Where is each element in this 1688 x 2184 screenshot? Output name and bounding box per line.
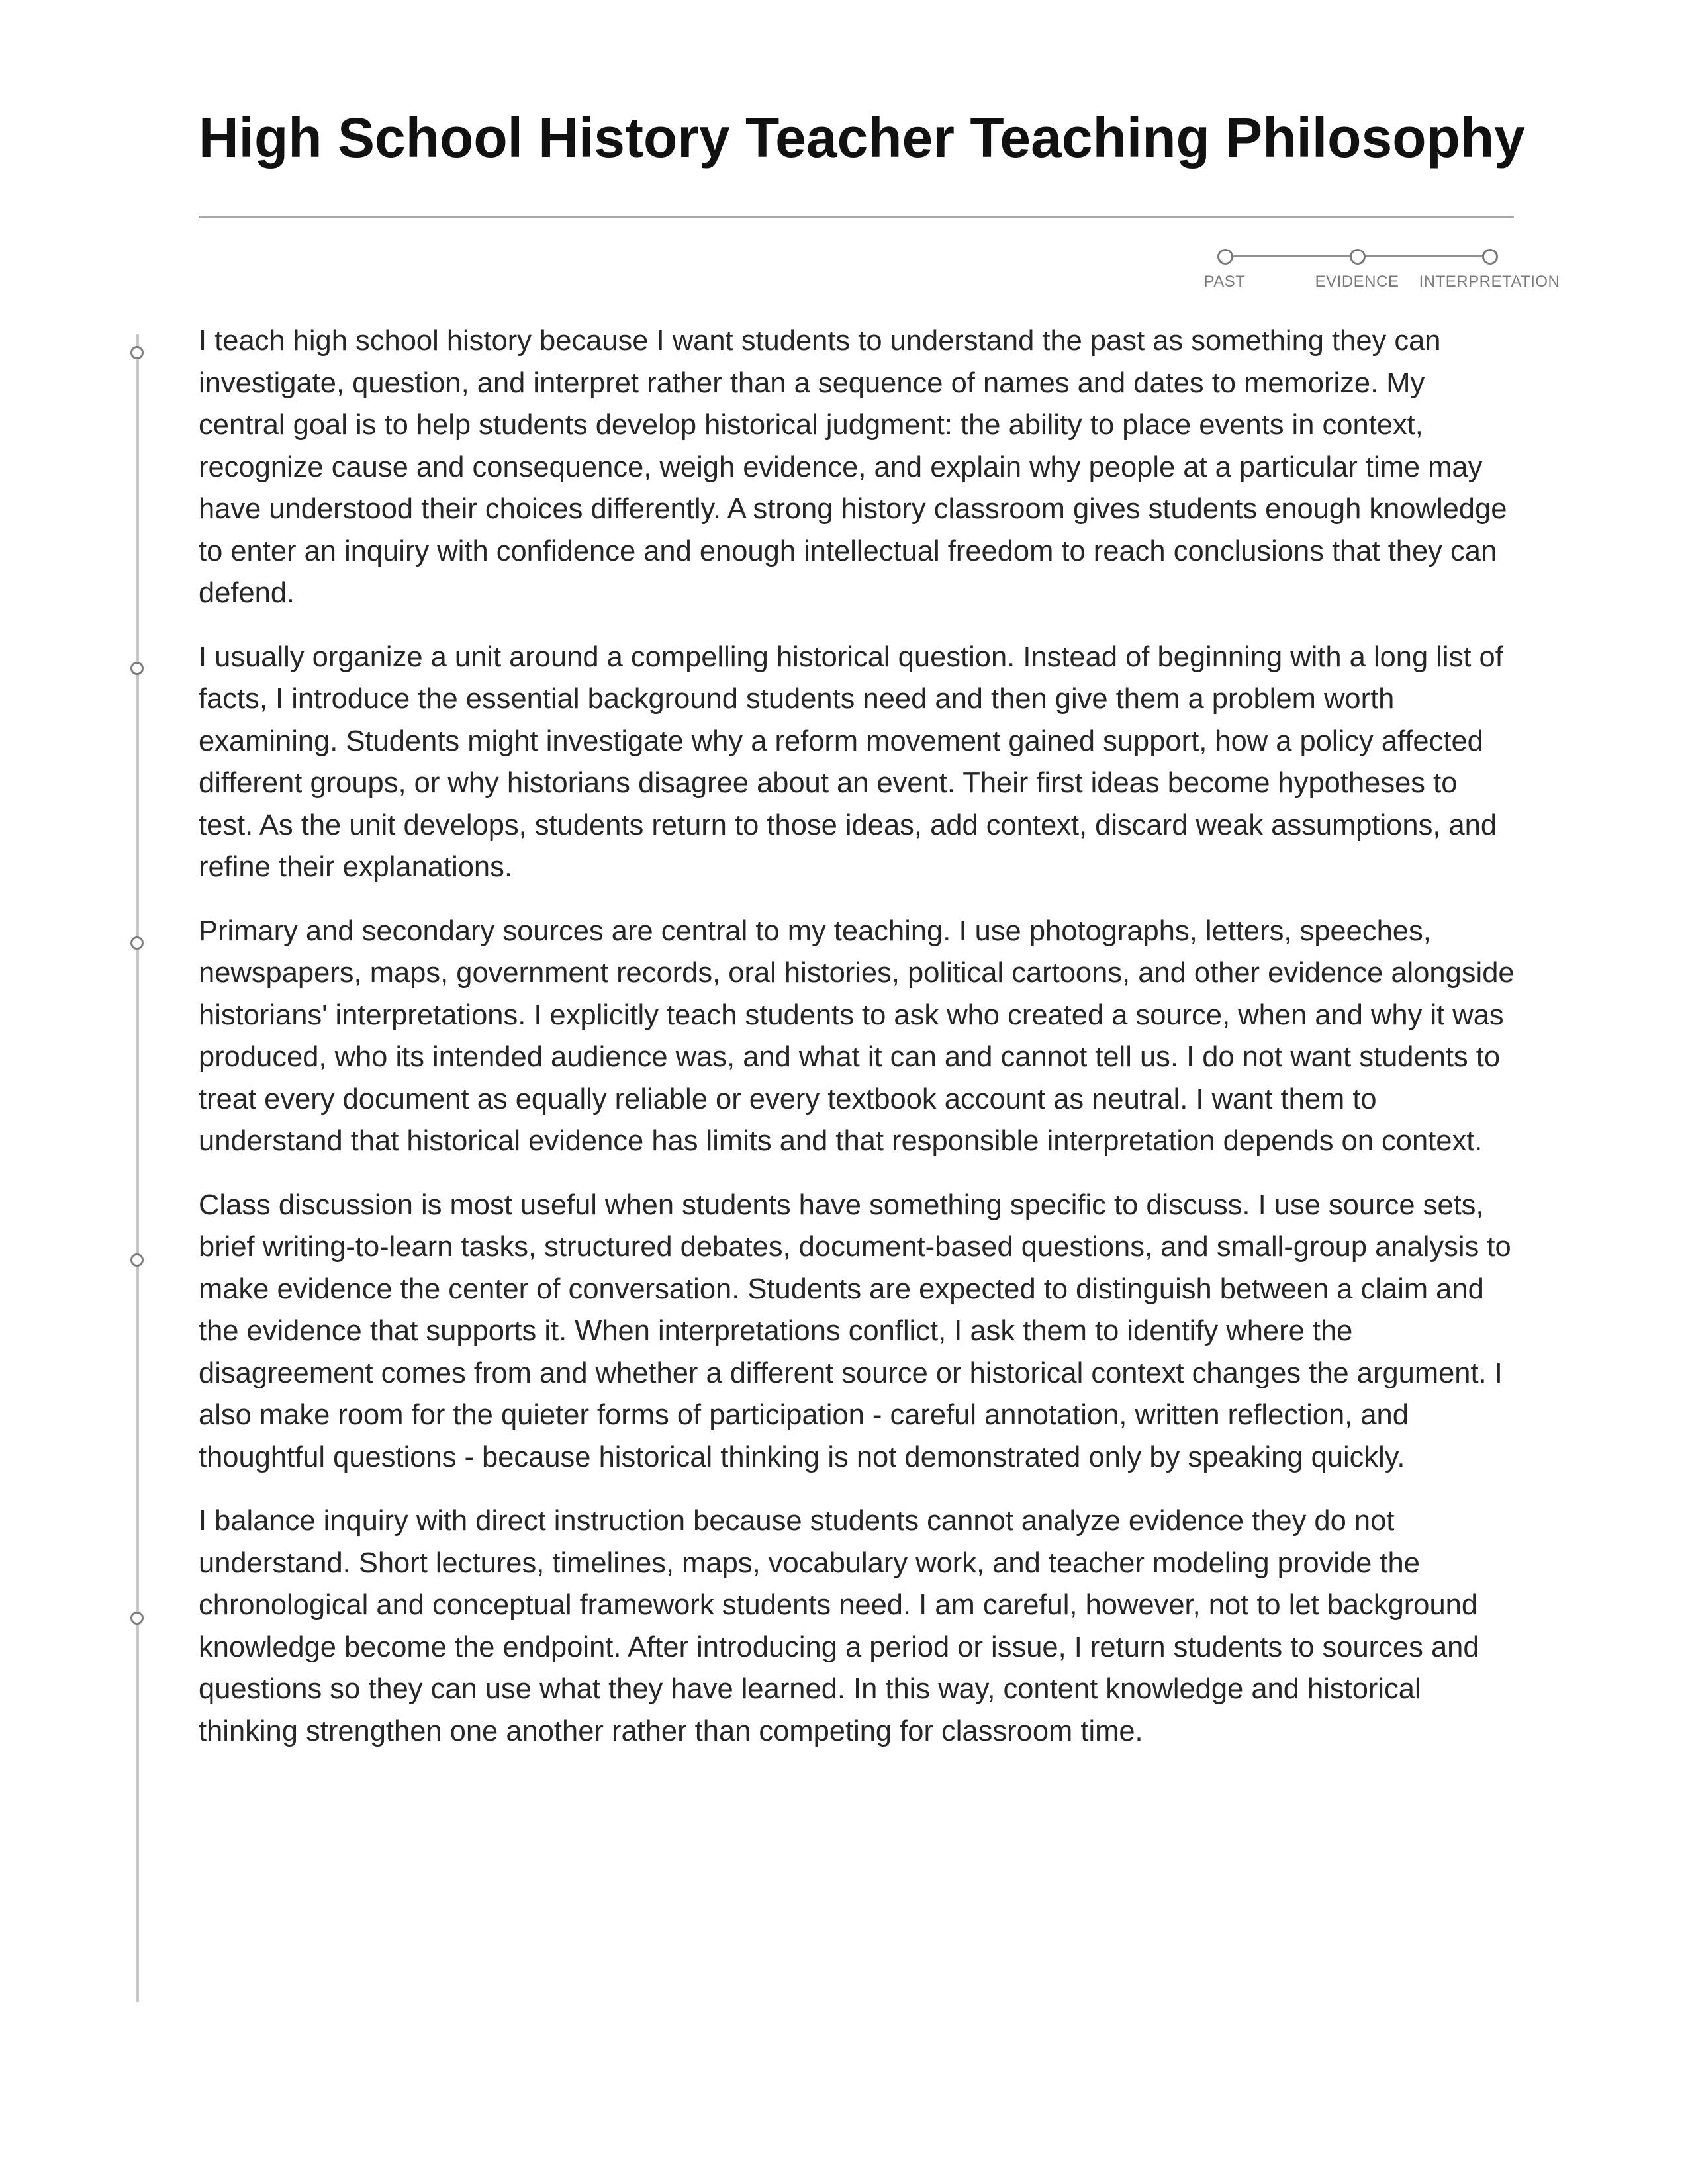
paragraph-5: I balance inquiry with direct instruction because students cannot analyze evidence they do not understand. Short lectures, timelines, maps, vocabulary work, and teacher modeling provide the chronological and conceptual framework students need. I am careful, however, not to let background knowledge become the endpoint. After introducing a period or issue, I return students to sources and questions so they can use what they have learned. In this way, content knowledge and historical thinking strengthen one another rather than competing for classroom time. (199, 1505, 1479, 1747)
tracker-label-interpretation: INTERPRETATION (1419, 273, 1560, 291)
paragraph-1: I teach high school history because I want students to understand the past as something they can investigate, question, and interpret rather than a sequence of names and dates to memorize. My central goal is to help students develop historical judgment: the ability to place events in context, recognize cause and consequence, weigh evidence, and explain why people at a particular time may have understood their choices differently. A strong history classroom gives students enough knowledge to enter an inquiry with confidence and enough intellectual freedom to reach conclusions that they can defend. (199, 325, 1507, 609)
body-text (199, 320, 1516, 1774)
paragraph-3: Primary and secondary sources are central to my teaching. I use photographs, letters, speeches, newspapers, maps, government records, oral histories, political cartoons, and other evidence alongside historians' interpretations. I explicitly teach students to ask who created a source, when and why it was produced, who its intended audience was, and what it can and cannot tell us. I do not want students to treat every document as equally reliable or every textbook account as neutral. I want them to understand that historical evidence has limits and that responsible interpretation depends on context. (199, 915, 1515, 1157)
tracker-node-interpretation (1482, 249, 1498, 265)
paragraph-2: I usually organize a unit around a compelling historical question. Instead of beginning with a long list of facts, I introduce the essential background students need and then give them a problem worth examining. Students might investigate why a reform movement gained support, how a policy affected different groups, or why historians disagree about an event. Their first ideas become hypotheses to test. As the unit develops, students return to those ideas, add context, discard weak assumptions, and refine their explanations. (199, 641, 1503, 883)
tracker-label-past: PAST (1203, 273, 1246, 291)
tracker-node-evidence (1350, 249, 1366, 265)
tracker-node-past (1217, 249, 1233, 265)
timeline-node-2 (130, 662, 144, 675)
paragraph-4: Class discussion is most useful when students have something specific to discuss. I use source sets, brief writing-to-learn tasks, structured debates, document-based questions, and small-group analysis to make evidence the center of conversation. Students are expected to distinguish between a claim and the evidence that supports it. When interpretations conflict, I ask them to identify where the disagreement comes from and whether a different source or historical context changes the argument. I also make room for the quieter forms of participation - careful annotation, written reflection, and thoughtful questions - because historical thinking is not demonstrated only by speaking quickly. (199, 1189, 1511, 1473)
tracker-label-evidence: EVIDENCE (1315, 273, 1399, 291)
timeline-node-3 (130, 936, 144, 950)
timeline-node-5 (130, 1612, 144, 1625)
timeline-node-1 (130, 346, 144, 359)
stage-tracker (1158, 241, 1560, 300)
page-title: High School History Teacher Teaching Philosophy (199, 107, 1525, 169)
margin-timeline (136, 334, 139, 2002)
title-divider (199, 216, 1514, 218)
timeline-node-4 (130, 1253, 144, 1267)
